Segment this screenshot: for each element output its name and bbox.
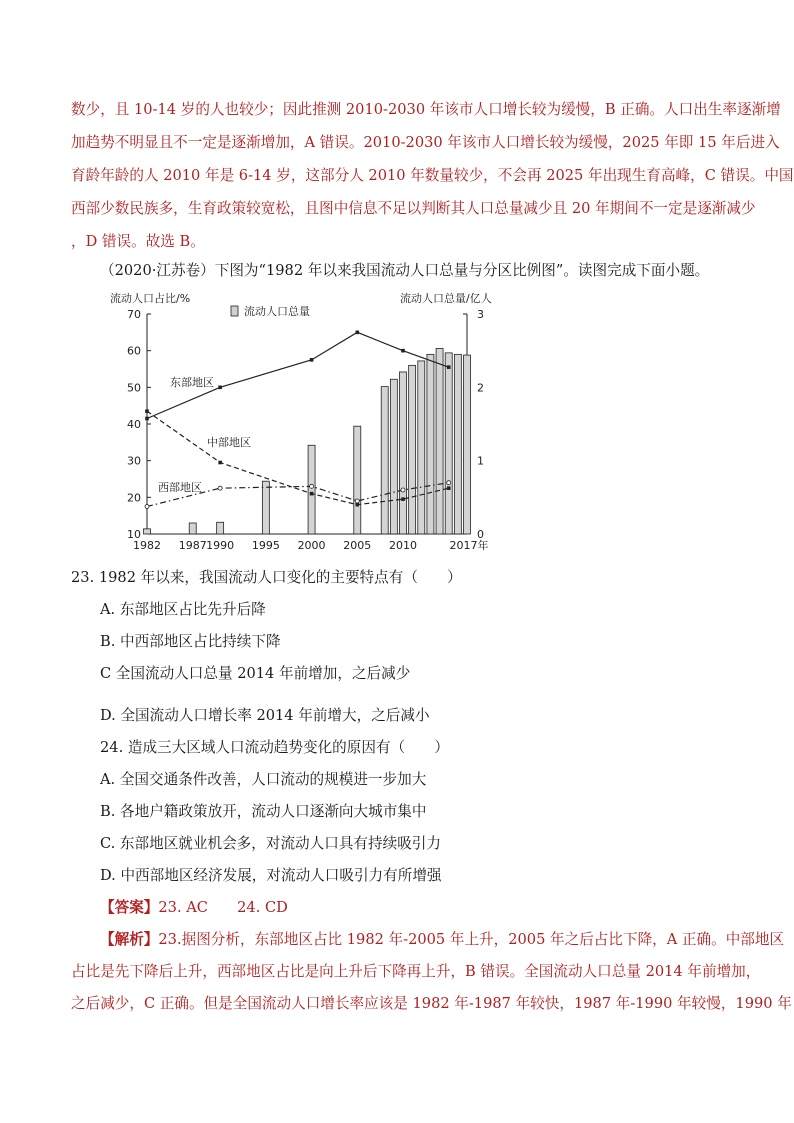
y-right-tick-label: 1 (477, 454, 484, 468)
population-chart (100, 286, 500, 556)
series-point-0 (355, 331, 359, 335)
bar-2005 (354, 426, 361, 534)
x-tick-label: 1995 (251, 539, 280, 552)
y-left-tick-label: 10 (127, 528, 141, 541)
series-point-1 (145, 409, 149, 413)
series-point-0 (218, 386, 222, 390)
y-axis-left-label: 流动人口占比/% (110, 292, 191, 305)
series-point-0 (145, 417, 149, 421)
series-point-1 (447, 486, 451, 490)
series-point-2 (310, 484, 314, 488)
analysis-tag: 【解析】 (100, 931, 159, 948)
analysis-line-1 (100, 930, 784, 950)
x-tick-label: 2005 (343, 539, 372, 552)
bar-2009 (390, 379, 397, 534)
q24-option-a: A. 全国交通条件改善，人口流动的规模进一步加大 (100, 771, 427, 788)
analysis-prev-line-3: 育龄年龄的人 2010 年是 6-14 岁，这部分人 2010 年数量较少，不会再 2025 年出现生育高峰，C 错误。中国 (71, 167, 794, 184)
answer-tag: 【答案】 (100, 899, 159, 916)
series-point-0 (447, 365, 451, 369)
legend-label: 流动人口总量 (244, 305, 310, 318)
series-label-1: 中部地区 (207, 436, 251, 449)
series-point-1 (218, 461, 222, 465)
series-point-1 (401, 497, 405, 501)
y-left-tick-label: 60 (127, 344, 141, 358)
q23-stem: 23. 1982 年以来，我国流动人口变化的主要特点有（ ） (71, 569, 462, 586)
y-left-tick-label: 70 (127, 308, 141, 321)
bar-2013 (427, 354, 434, 534)
bar-1990 (217, 522, 224, 534)
series-point-2 (401, 488, 405, 492)
analysis-prev-line-5: ，D 错误。故选 B。 (71, 233, 205, 250)
bar-2015 (445, 353, 452, 534)
q23-option-b: B. 中西部地区占比持续下降 (100, 633, 281, 650)
q24-stem: 24. 造成三大区域人口流动趋势变化的原因有（ ） (100, 739, 449, 756)
question-intro: （2020·江苏卷）下图为“1982 年以来我国流动人口总量与分区比例图”。读图完成下面小题。 (100, 262, 710, 279)
bar-2014 (436, 348, 443, 534)
series-point-0 (401, 349, 405, 353)
series-label-0: 东部地区 (170, 376, 214, 389)
x-tick-label: 2010 (389, 539, 417, 552)
answer-line (100, 898, 288, 918)
y-left-tick-label: 30 (127, 454, 141, 468)
bar-1982 (144, 529, 151, 534)
bar-2000 (308, 445, 315, 534)
y-right-tick-label: 2 (477, 381, 484, 395)
x-tick-label: 2000 (297, 539, 326, 552)
y-right-tick-label: 3 (477, 308, 484, 321)
q24-option-d: D. 中西部地区经济发展，对流动人口吸引力有所增强 (100, 867, 442, 884)
q23-option-d: D. 全国流动人口增长率 2014 年前增大，之后减小 (100, 707, 430, 724)
analysis-prev-line-1: 数少，且 10-14 岁的人也较少；因此推测 2010-2030 年该市人口增长较为缓慢，B 正确。人口出生率逐渐增 (71, 101, 781, 118)
y-left-tick-label: 40 (127, 418, 141, 431)
legend-swatch (231, 306, 238, 316)
bar-2008 (381, 387, 388, 534)
bar-2017 (464, 355, 471, 534)
y-left-tick-label: 50 (127, 381, 141, 395)
series-point-2 (447, 481, 451, 485)
bar-2016 (454, 354, 461, 534)
series-point-2 (218, 486, 222, 490)
q24-option-c: C. 东部地区就业机会多，对流动人口具有持续吸引力 (100, 835, 441, 852)
q24-option-b: B. 各地户籍政策放开，流动人口逐渐向大城市集中 (100, 803, 427, 820)
bar-1995 (262, 481, 269, 534)
analysis-line-3: 之后减少，C 正确。但是全国流动人口增长率应该是 1982 年-1987 年较快，1987 年-1990 年较慢，1990 年 (71, 995, 792, 1012)
x-tick-label: 1990 (206, 539, 235, 552)
series-point-0 (310, 358, 314, 362)
x-tick-label: 1987 (178, 539, 207, 552)
y-left-tick-label: 20 (127, 491, 141, 505)
bar-2012 (418, 361, 425, 534)
y-right-tick-label: 0 (477, 528, 484, 541)
series-point-1 (310, 492, 314, 496)
series-point-1 (355, 503, 359, 507)
x-tick-label: 1982 (133, 539, 161, 552)
series-point-2 (145, 505, 149, 509)
y-axis-right-label: 流动人口总量/亿人 (400, 292, 492, 305)
analysis-prev-line-2: 加趋势不明显且不一定是逐渐增加，A 错误。2010-2030 年该市人口增长较为缓慢，2025 年即 15 年后进入 (71, 134, 780, 151)
series-point-2 (355, 499, 359, 503)
bar-1987 (189, 523, 196, 534)
x-end-label: 2017年 (449, 539, 489, 552)
analysis-line-2: 占比是先下降后上升，西部地区占比是向上升后下降再上升，B 错误。全国流动人口总量 2014 年前增加， (71, 963, 761, 980)
analysis-prev-line-4: 西部少数民族多，生育政策较宽松，且图中信息不足以判断其人口总量减少且 20 年期间不一定是逐渐减少 (71, 200, 756, 217)
analysis-line-1-text: 23.据图分析，东部地区占比 1982 年-2005 年上升，2005 年之后占比下降，A 正确。中部地区 (158, 931, 785, 948)
answer-text: 23. AC 24. CD (158, 899, 288, 916)
series-label-2: 西部地区 (158, 481, 202, 494)
bar-2010 (400, 372, 407, 534)
q23-option-a: A. 东部地区占比先升后降 (100, 601, 266, 618)
bar-2011 (409, 365, 416, 534)
q23-option-c: C 全国流动人口总量 2014 年前增加，之后减少 (100, 665, 411, 682)
